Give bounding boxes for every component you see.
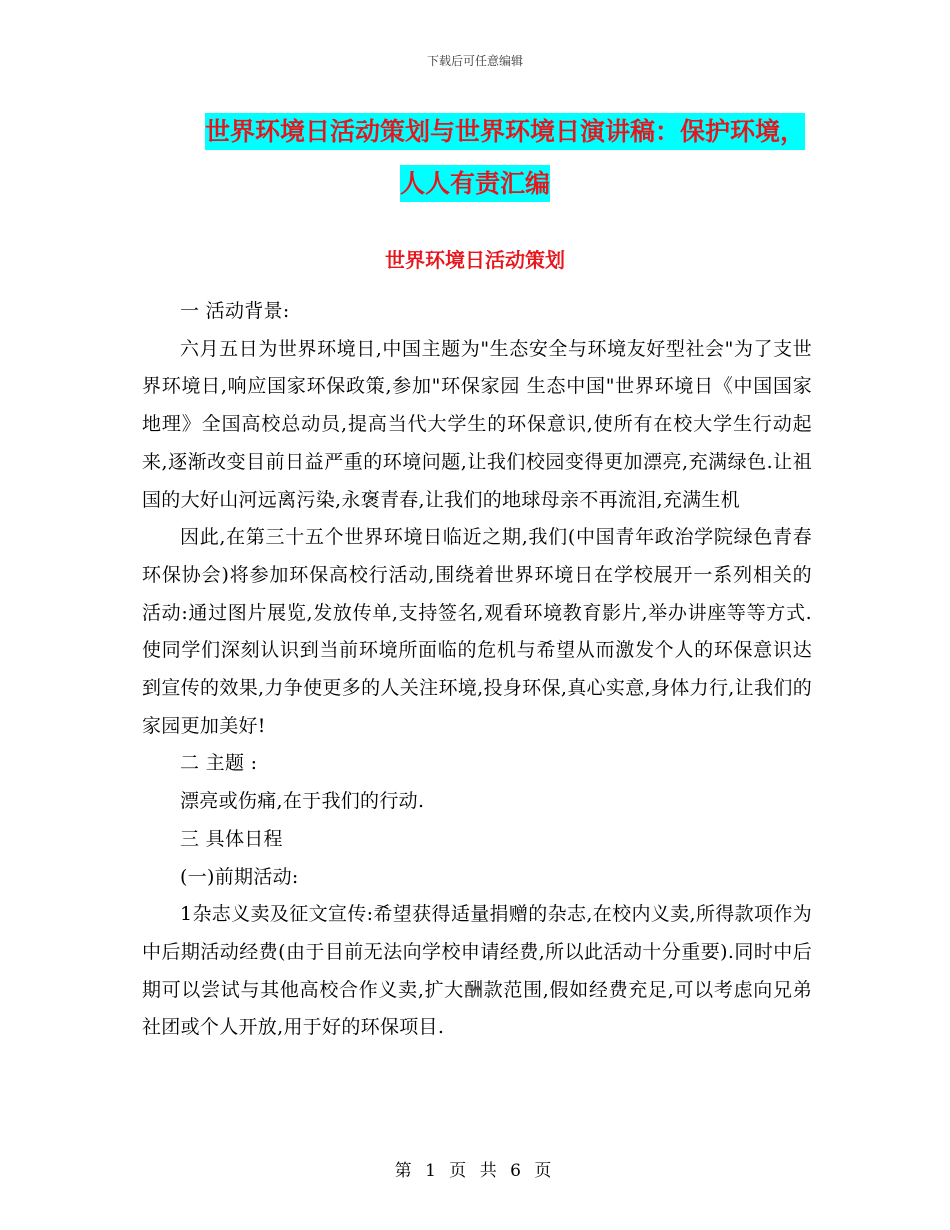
page-number: 第 1 页 共 6 页 [394, 1161, 556, 1181]
heading-background: 一 活动背景: [180, 300, 290, 322]
document-title [0, 106, 950, 210]
document-body [142, 293, 812, 1047]
paragraph-purpose: 因此,在第三十五个世界环境日临近之期,我们(中国青年政治学院绿色青春环保协会)将参加环保高校行活动,围绕着世界环境日在学校展开一系列相关的活动:通过图片展览,发放传单,支持签名,观看环境教育影片,举办讲座等等方式.使同学们深刻认识到当前环境所面临的危机与希望从而激发个人的环保意识达到宣传的效果,力争使更多的人关注环境,投身环保,真心实意,身体力行,让我们的家园更加美好! [142, 526, 812, 737]
title-line-2: 人人有责汇编 [400, 165, 550, 202]
section-title: 世界环境日活动策划 [385, 248, 565, 272]
paragraph-theme: 漂亮或伤痛,在于我们的行动. [180, 790, 425, 813]
paragraph-magazine-sale: 1杂志义卖及征文宣传:希望获得适量捐赠的杂志,在校内义卖,所得款项作为中后期活动经费(由于目前无法向学校申请经费,所以此活动十分重要).同时中后期可以尝试与其他高校合作义卖,扩大酬款范围,假如经费充足,可以考虑向兄弟社团或个人开放,用于好的环保项目. [142, 903, 812, 1039]
title-line-1: 世界环境日活动策划与世界环境日演讲稿：保护环境， [205, 113, 805, 150]
heading-early-activities: (一)前期活动: [180, 865, 299, 888]
heading-theme: 二 主题 : [180, 752, 258, 775]
page-header-note: 下载后可任意编辑 [426, 54, 523, 68]
paragraph-background: 六月五日为世界环境日,中国主题为"生态安全与环境友好型社会"为了支世界环境日,响应国家环保政策,参加"环保家园 生态中国"世界环境日《中国国家地理》全国高校总动员,提高当代大学生的环保意识,使所有在校大学生行动起来,逐渐改变目前日益严重的环境问题,让我们校园变得更加漂亮,充满绿色.让祖国的大好山河远离污染,永褒青春,让我们的地球母亲不再流泪,充满生机 [142, 337, 812, 511]
heading-schedule: 三 具体日程 [180, 827, 283, 850]
